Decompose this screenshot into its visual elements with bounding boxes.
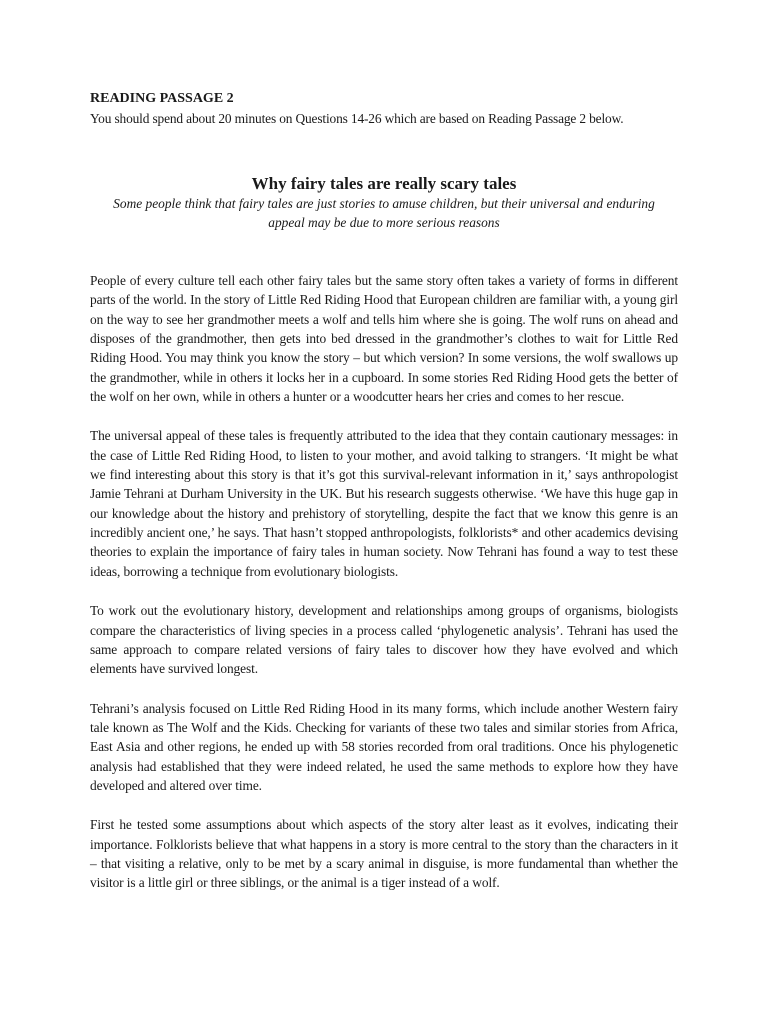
paragraph-3: To work out the evolutionary history, development and relationships among groups of organisms, biologists compare the characteristics of living species in a process called ‘phylogenetic analysis’. Tehrani has used the same approach to compare related versions of fairy tales to discover how they have evolved and which elements have survived longest. — [90, 603, 678, 677]
article-subtitle: Some people think that fairy tales are just stories to amuse children, but their universal and enduring appeal may be due to more serious reasons — [113, 196, 655, 230]
paragraph-1: People of every culture tell each other fairy tales but the same story often takes a variety of forms in different parts of the world. In the story of Little Red Riding Hood that European children are familiar with, a young girl on the way to see her grandmother meets a wolf and tells him where she is going. The wolf runs on ahead and disposes of the grandmother, then gets into bed dressed in the grandmother’s clothes to wait for Little Red Riding Hood. You may think you know the story – but which version? In some versions, the wolf swallows up the grandmother, while in others it locks her in a cupboard. In some stories Red Riding Hood gets the better of the wolf on her own, while in others a hunter or a woodcutter hears her cries and comes to her rescue. — [90, 273, 678, 405]
instructions-text: You should spend about 20 minutes on Questions 14-26 which are based on Reading Passage 2 below. — [90, 111, 624, 126]
passage-label: READING PASSAGE 2 — [90, 91, 234, 106]
document-page — [90, 90, 678, 893]
paragraph-4: Tehrani’s analysis focused on Little Red Riding Hood in its many forms, which include another Western fairy tale known as The Wolf and the Kids. Checking for variants of these two tales and similar stories from Africa, East Asia and other regions, he ended up with 58 stories recorded from oral traditions. Once his phylogenetic analysis had established that they were indeed related, he used the same methods to explore how they have developed and altered over time. — [90, 700, 678, 793]
article-title: Why fairy tales are really scary tales — [251, 174, 517, 193]
paragraph-5: First he tested some assumptions about which aspects of the story alter least as it evolves, indicating their importance. Folklorists believe that what happens in a story is more central to the story than the characters in it – that visiting a relative, only to be met by a scary animal in disguise, is more fundamental than whether the visitor is a little girl or three siblings, or the animal is a tiger instead of a wolf. — [90, 817, 678, 891]
paragraph-2: The universal appeal of these tales is frequently attributed to the idea that they contain cautionary messages: in the case of Little Red Riding Hood, to listen to your mother, and avoid talking to strangers. ‘It might be what we find interesting about this story is that it’s got this survival-relevant information in it,’ says anthropologist Jamie Tehrani at Durham University in the UK. But his research suggests otherwise. ‘We have this huge gap in our knowledge about the history and prehistory of storytelling, despite the fact that we know this genre is an incredibly ancient one,’ he says. That hasn’t stopped anthropologists, folklorists* and other academics devising theories to explain the importance of fairy tales in human society. Now Tehrani has found a way to test these ideas, borrowing a technique from evolutionary biologists. — [90, 428, 678, 579]
